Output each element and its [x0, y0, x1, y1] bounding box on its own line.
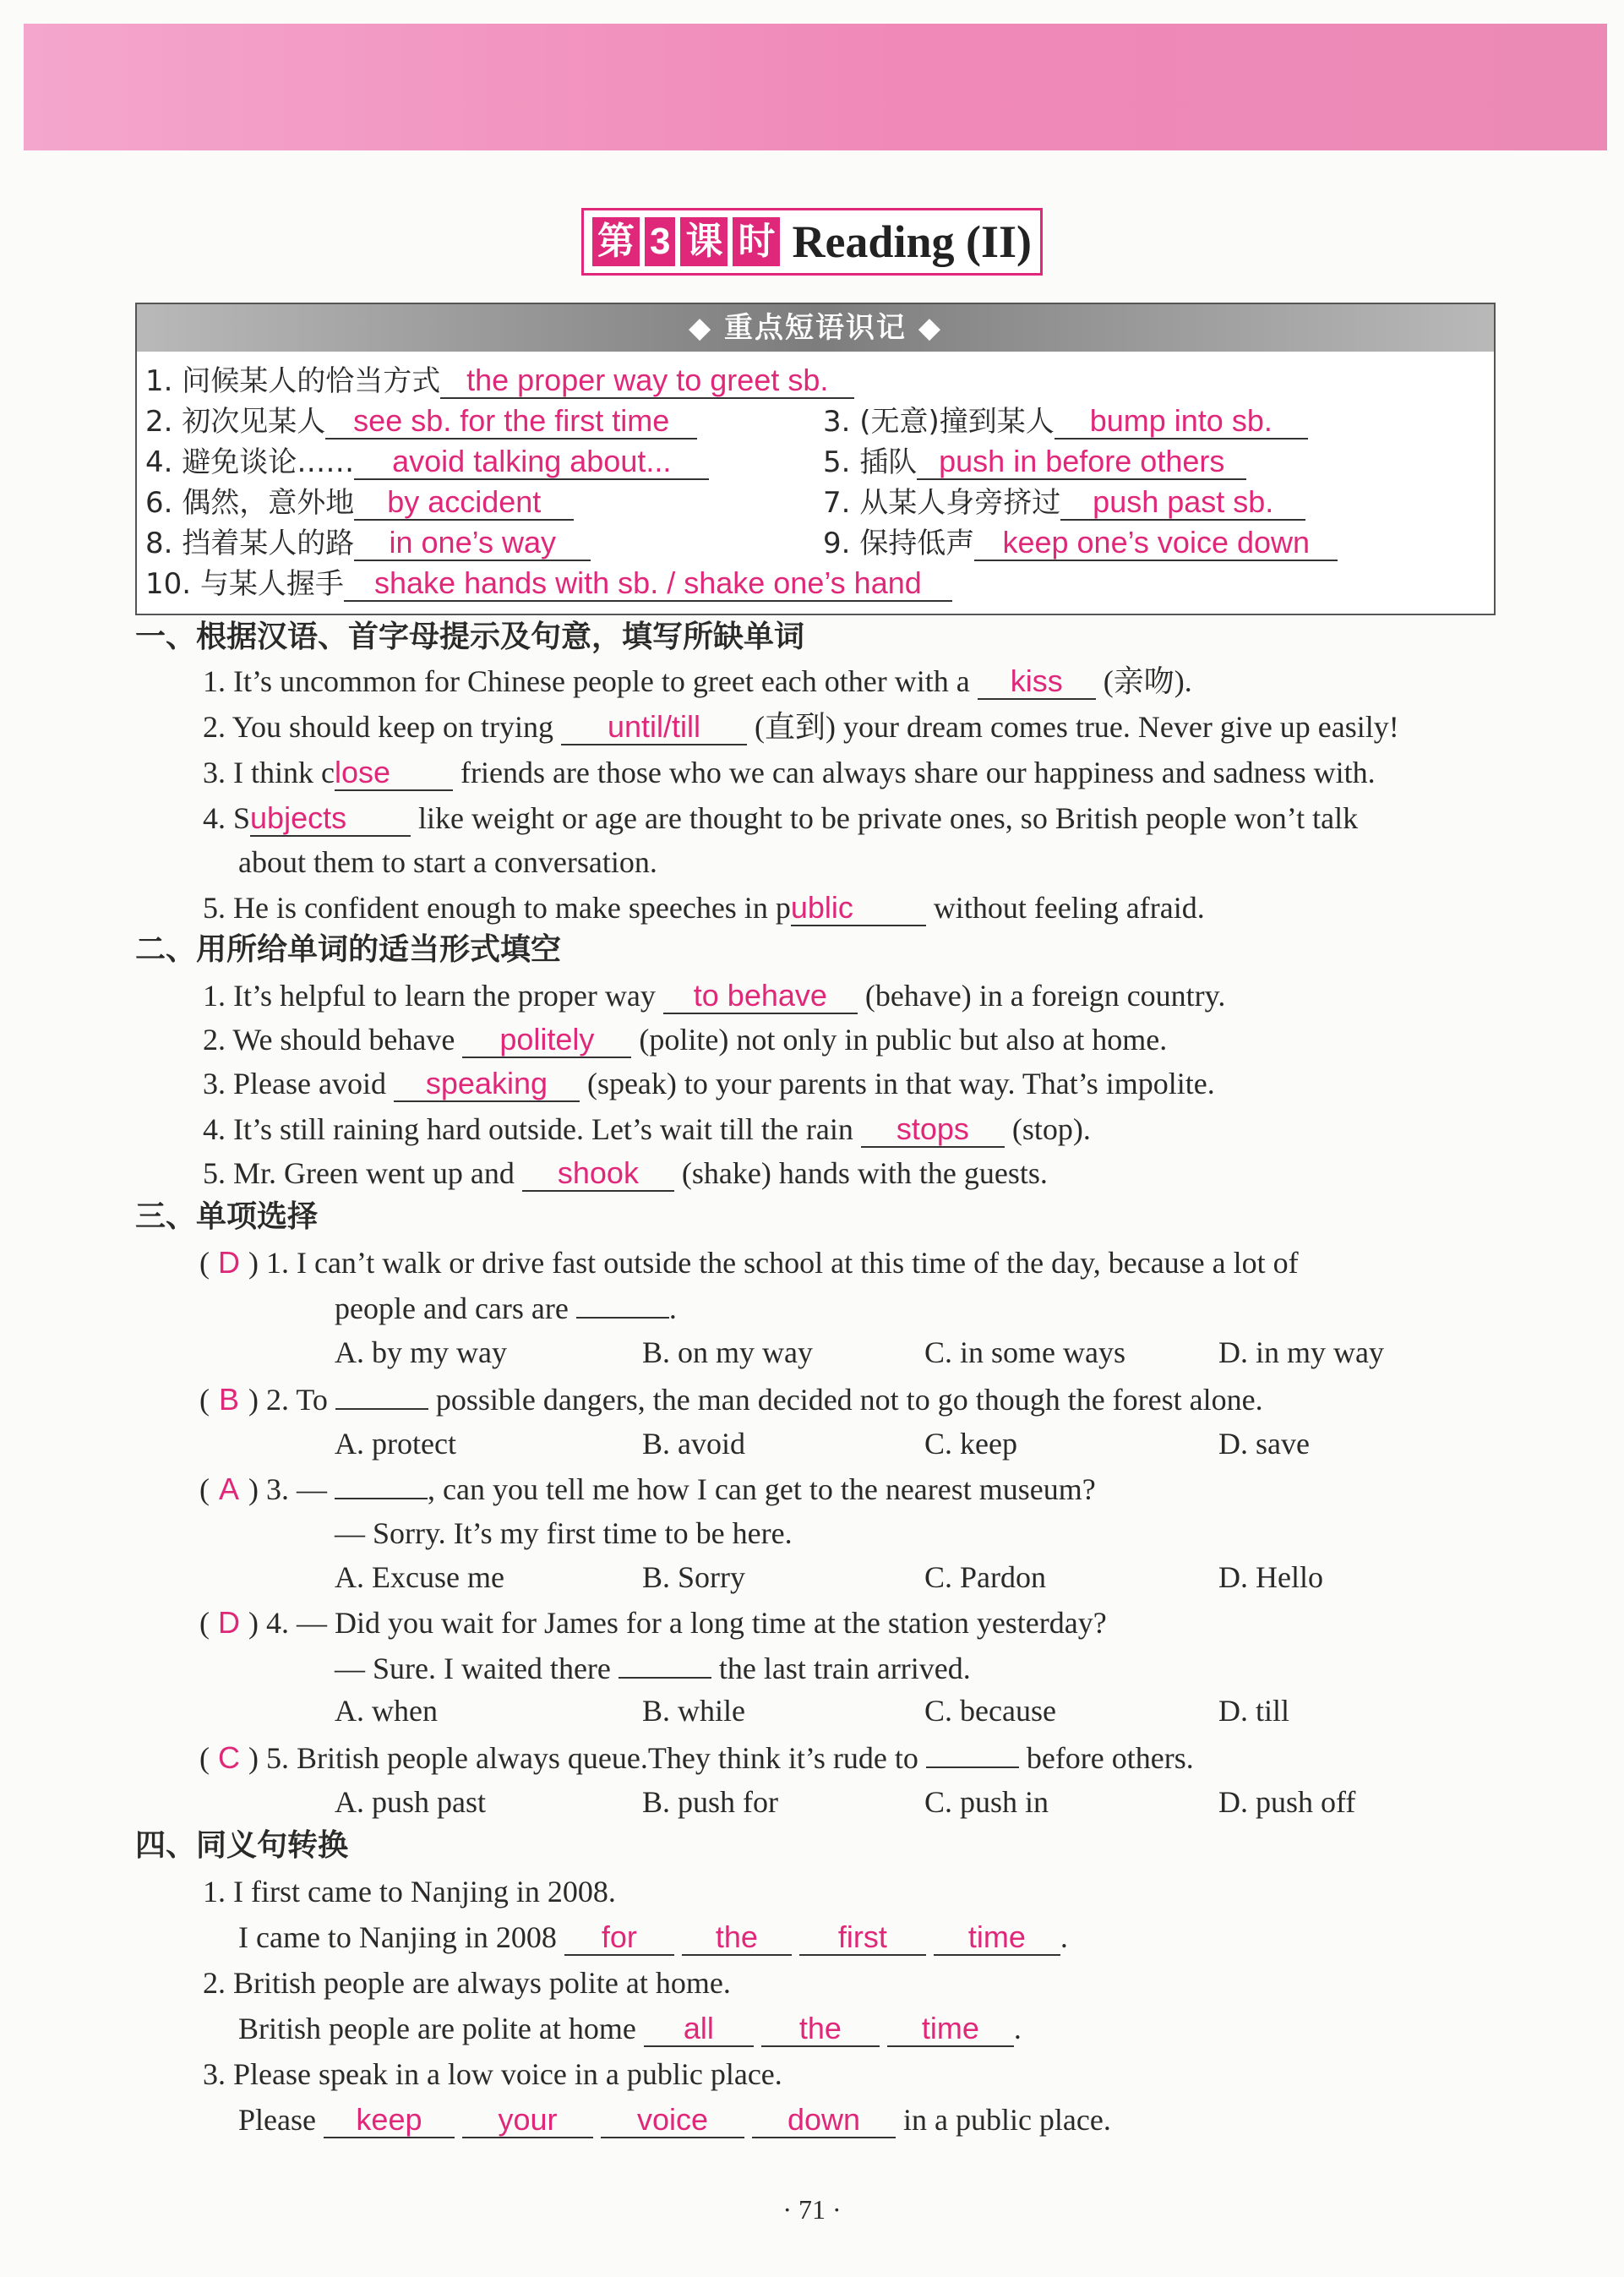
phrase-item: [145, 443, 709, 481]
phrase-label: 7. 从某人身旁挤过: [823, 486, 1061, 520]
question-text: 2. You should keep on trying: [203, 710, 554, 744]
phrase-answer: in one’s way: [354, 526, 591, 561]
option-d: D. in my way: [1218, 1335, 1384, 1369]
part2-q1: [203, 975, 1225, 1016]
question-text: people and cars are: [335, 1291, 569, 1325]
option-b: B. avoid: [642, 1427, 745, 1461]
part1-q5: [203, 887, 1205, 928]
option-c: C. keep: [924, 1427, 1017, 1461]
option-c: C. because: [924, 1694, 1056, 1728]
answer: the: [682, 1920, 792, 1956]
question-text: (speak) to your parents in that way. That’s impolite.: [586, 1067, 1215, 1100]
part4-q3-original: 3. Please speak in a low voice in a public place.: [203, 2057, 782, 2091]
answer: time: [887, 2012, 1014, 2047]
question-text: I came to Nanjing in 2008: [238, 1920, 557, 1954]
question-text: in a public place.: [902, 2103, 1111, 2137]
open-paren: (: [199, 1606, 210, 1640]
question-text: 1. It’s uncommon for Chinese people to greet each other with a: [203, 664, 970, 698]
open-paren: (: [199, 1741, 210, 1775]
page-number: · 71 ·: [782, 2194, 842, 2225]
answer: keep: [324, 2103, 455, 2138]
question-text: (shake) hands with the guests.: [681, 1156, 1048, 1190]
choice-answer: C: [218, 1740, 240, 1775]
question-text: ) 1. I can’t walk or drive fast outside the school at this time of the day, because a lot of: [248, 1246, 1299, 1280]
open-paren: (: [199, 1472, 210, 1506]
part3-q3: [199, 1467, 1096, 1510]
phrase-answer: see sb. for the first time: [325, 404, 697, 440]
answer: ubjects: [250, 801, 411, 837]
part2-q5: [203, 1153, 1048, 1193]
lesson-title-box: [581, 208, 1043, 276]
option-c: C. push in: [924, 1785, 1049, 1819]
phrase-answer: by accident: [354, 485, 574, 521]
answer: your: [462, 2103, 593, 2138]
part1-q4-continued: about them to start a conversation.: [238, 845, 657, 879]
phrase-item: [145, 483, 574, 521]
option-c: C. in some ways: [924, 1335, 1125, 1369]
phrase-item: [823, 443, 1246, 481]
part3-q1-continued: [335, 1286, 677, 1329]
open-paren: (: [199, 1246, 210, 1280]
part1-heading: 一、根据汉语、首字母提示及句意，填写所缺单词: [135, 620, 805, 654]
phrase-label: 1. 问候某人的恰当方式: [145, 364, 441, 398]
answer: speaking: [394, 1067, 580, 1102]
answer: shook: [522, 1156, 674, 1192]
phrase-label: 4. 避免谈论……: [145, 445, 355, 479]
question-text: ) 4. — Did you wait for James for a long time at the station yesterday?: [248, 1606, 1107, 1640]
answer: for: [564, 1920, 674, 1956]
choice-answer: B: [218, 1382, 239, 1417]
part4-q1-rewrite: [238, 1917, 1068, 1958]
question-text: — Sure. I waited there: [335, 1652, 611, 1685]
question-text: 3. Please avoid: [203, 1067, 386, 1100]
question-text: 5. He is confident enough to make speeches in p: [203, 891, 791, 925]
option-b: B. Sorry: [642, 1560, 746, 1594]
question-text: 1. It’s helpful to learn the proper way: [203, 979, 656, 1013]
option-b: B. push for: [642, 1785, 778, 1819]
phrase-label: 10. 与某人握手: [145, 567, 344, 601]
option-b: B. while: [642, 1694, 745, 1728]
question-text: friends are those who we can always share our happiness and sadness with.: [460, 756, 1376, 789]
phrase-label: 3. (无意)撞到某人: [823, 405, 1055, 439]
question-text: (直到) your dream comes true. Never give up easily!: [755, 710, 1399, 744]
part2-q2: [203, 1019, 1167, 1060]
option-a: A. push past: [335, 1785, 486, 1819]
part1-q4: [203, 798, 1358, 838]
part4-q2-original: 2. British people are always polite at home.: [203, 1966, 731, 2000]
answer: all: [644, 2012, 754, 2047]
option-a: A. protect: [335, 1427, 456, 1461]
question-text: 4. It’s still raining hard outside. Let’s wait till the rain: [203, 1112, 853, 1146]
phrase-answer: keep one’s voice down: [974, 526, 1338, 561]
answer: ublic: [791, 891, 926, 926]
open-paren: (: [199, 1383, 210, 1417]
blank: [619, 1646, 711, 1679]
question-text: ) 5. British people always queue.They think it’s rude to: [248, 1741, 918, 1775]
phrase-label: 2. 初次见某人: [145, 405, 326, 439]
option-a: A. when: [335, 1694, 438, 1728]
question-text: before others.: [1026, 1741, 1194, 1775]
answer: down: [752, 2103, 896, 2138]
part3-q4-continued: [335, 1646, 971, 1689]
answer: first: [799, 1920, 926, 1956]
answer: stops: [861, 1112, 1005, 1148]
question-text: Please: [238, 2103, 316, 2137]
part3-q1: [199, 1242, 1299, 1283]
answer: until/till: [561, 710, 747, 745]
question-text: (亲吻).: [1103, 664, 1192, 698]
question-text: (polite) not only in public but also at home.: [639, 1023, 1168, 1057]
question-text: 4. S: [203, 801, 251, 835]
option-b: B. on my way: [642, 1335, 813, 1369]
option-c: C. Pardon: [924, 1560, 1046, 1594]
question-text: like weight or age are thought to be private ones, so British people won’t talk: [418, 801, 1359, 835]
phrase-item: [145, 362, 854, 400]
question-text: 3. I think c: [203, 756, 335, 789]
part1-q2: [203, 707, 1399, 747]
option-d: D. push off: [1218, 1785, 1356, 1819]
part2-q3: [203, 1063, 1215, 1104]
answer: politely: [462, 1023, 631, 1058]
part3-q3-continued: — Sorry. It’s my first time to be here.: [335, 1516, 793, 1550]
part4-q2-rewrite: [238, 2008, 1022, 2049]
answer: lose: [335, 756, 453, 791]
part3-q4: [199, 1603, 1107, 1643]
key-phrases-heading: ◆ 重点短语识记 ◆: [137, 304, 1494, 352]
part3-heading: 三、单项选择: [135, 1199, 319, 1234]
blank: [335, 1467, 428, 1499]
lesson-suffix-2: 时: [733, 217, 780, 266]
phrase-item: [145, 565, 952, 603]
answer: kiss: [978, 664, 1096, 700]
lesson-suffix-1: 课: [680, 217, 728, 266]
phrase-item: [145, 402, 697, 440]
option-d: D. save: [1218, 1427, 1310, 1461]
part1-q1: [203, 661, 1192, 702]
phrase-label: 6. 偶然，意外地: [145, 486, 355, 520]
question-text: the last train arrived.: [718, 1652, 971, 1685]
choice-answer: D: [218, 1245, 240, 1280]
phrase-item: [823, 483, 1305, 521]
part3-q5: [199, 1736, 1194, 1778]
answer: voice: [601, 2103, 744, 2138]
phrase-answer: push past sb.: [1060, 485, 1305, 521]
question-text: .: [668, 1291, 677, 1325]
part4-q3-rewrite: [238, 2100, 1111, 2140]
phrase-answer: the proper way to greet sb.: [440, 363, 854, 399]
page-title: Reading (II): [792, 216, 1032, 267]
question-text: 2. We should behave: [203, 1023, 455, 1057]
phrase-label: 8. 挡着某人的路: [145, 527, 355, 560]
question-text: .: [1013, 2012, 1022, 2045]
option-a: A. by my way: [335, 1335, 507, 1369]
phrase-answer: push in before others: [917, 445, 1246, 480]
question-text: ) 2. To: [248, 1383, 328, 1417]
blank: [576, 1286, 669, 1319]
lesson-prefix: 第: [592, 217, 640, 266]
choice-answer: A: [218, 1472, 239, 1506]
phrase-label: 5. 插队: [823, 445, 918, 479]
question-text: ) 3. —: [248, 1472, 327, 1506]
phrase-answer: bump into sb.: [1055, 404, 1308, 440]
option-d: D. till: [1218, 1694, 1290, 1728]
question-text: (behave) in a foreign country.: [864, 979, 1226, 1013]
question-text: possible dangers, the man decided not to go though the forest alone.: [435, 1383, 1263, 1417]
phrase-answer: avoid talking about...: [354, 445, 709, 480]
answer: time: [934, 1920, 1060, 1956]
choice-answer: D: [218, 1605, 240, 1640]
option-a: A. Excuse me: [335, 1560, 504, 1594]
answer: the: [761, 2012, 880, 2047]
part1-q3: [203, 752, 1376, 793]
part2-heading: 二、用所给单词的适当形式填空: [135, 932, 562, 967]
key-phrases-box: [135, 303, 1496, 615]
phrase-item: [145, 524, 591, 562]
question-text: (stop).: [1011, 1112, 1091, 1146]
answer: to behave: [663, 979, 858, 1014]
top-decorative-band: [24, 24, 1607, 150]
phrase-label: 9. 保持低声: [823, 527, 975, 560]
part2-q4: [203, 1109, 1091, 1149]
part4-q1-original: 1. I first came to Nanjing in 2008.: [203, 1875, 616, 1908]
question-text: British people are polite at home: [238, 2012, 636, 2045]
phrase-item: [823, 402, 1308, 440]
question-text: 5. Mr. Green went up and: [203, 1156, 515, 1190]
lesson-number: 3: [645, 217, 675, 266]
part3-q2: [199, 1378, 1263, 1420]
phrase-answer: shake hands with sb. / shake one’s hand: [344, 566, 952, 602]
question-text: without feeling afraid.: [933, 891, 1205, 925]
question-text: , can you tell me how I can get to the nearest museum?: [428, 1472, 1096, 1506]
phrase-item: [823, 524, 1338, 562]
part4-heading: 四、同义句转换: [135, 1828, 349, 1863]
blank: [335, 1378, 428, 1410]
lesson-title: [0, 208, 1624, 276]
blank: [926, 1736, 1019, 1768]
question-text: .: [1060, 1920, 1068, 1954]
option-d: D. Hello: [1218, 1560, 1323, 1594]
